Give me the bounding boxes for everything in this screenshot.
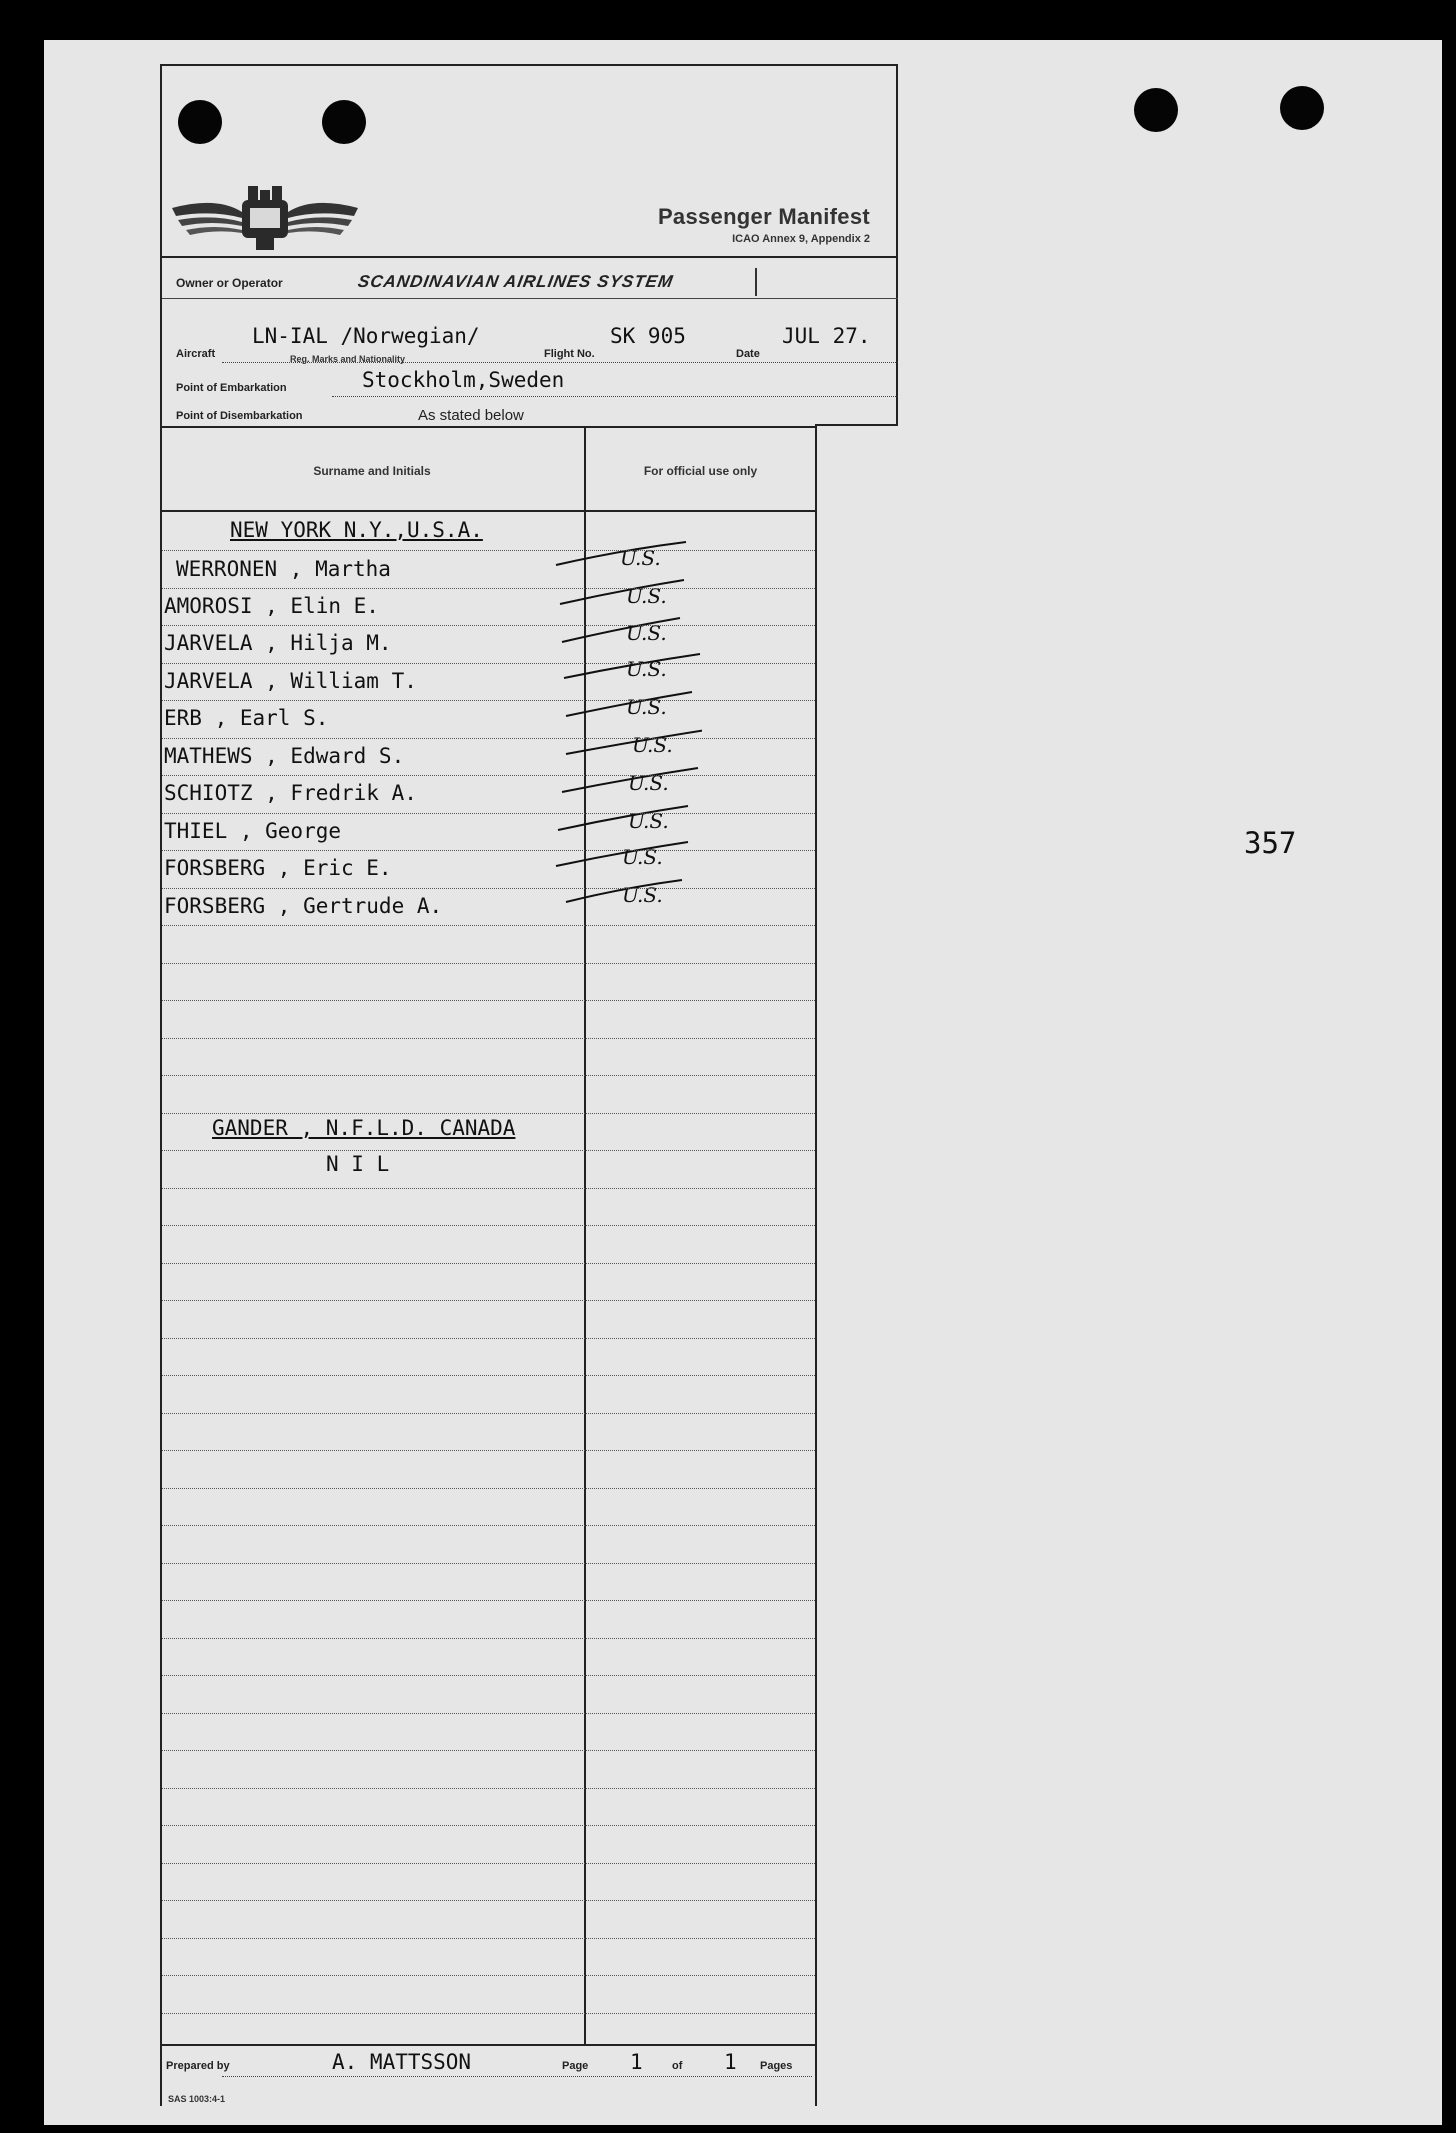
embarkation-value: Stockholm,Sweden (362, 368, 565, 392)
row-rule (162, 1825, 815, 1826)
row-rule (162, 1000, 815, 1001)
row-rule (162, 1150, 815, 1151)
reg-marks-label: Reg. Marks and Nationality (290, 354, 406, 364)
row-rule (162, 1600, 815, 1601)
embarkation-label: Point of Embarkation (176, 382, 287, 394)
row-rule (162, 1563, 815, 1564)
row-rule (162, 1750, 815, 1751)
aircraft-dotted-line (222, 362, 898, 363)
passenger-row: JARVELA , William T. (164, 669, 417, 693)
page-label: Page (562, 2060, 589, 2072)
page-stamp-number: 357 (1244, 826, 1297, 860)
mark-text: U.S. (622, 845, 663, 868)
row-rule (162, 1975, 815, 1976)
destination-heading: NEW YORK N.Y.,U.S.A. (230, 518, 483, 542)
passenger-row: JARVELA , Hilja M. (164, 631, 392, 655)
date-value: JUL 27. (782, 324, 871, 348)
airline-wings-logo (172, 178, 358, 254)
header-rule (162, 256, 898, 258)
prepared-by-label: Prepared by (166, 2060, 230, 2072)
destination-note: N I L (326, 1152, 390, 1176)
form-border-right-lower (815, 424, 817, 2106)
prepared-by-value: A. MATTSSON (332, 2050, 472, 2074)
form-border-right (896, 66, 898, 426)
row-rule (162, 775, 815, 776)
owner-rule (162, 298, 898, 299)
row-rule (162, 963, 815, 964)
row-rule (162, 1300, 815, 1301)
row-rule (162, 1038, 815, 1039)
passenger-row: MATHEWS , Edward S. (164, 744, 405, 768)
row-rule (162, 1713, 815, 1714)
row-rule (162, 1900, 815, 1901)
mark-text: U.S. (626, 621, 667, 644)
row-rule (162, 738, 815, 739)
mark-text: U.S. (620, 546, 661, 568)
row-rule (162, 1188, 815, 1189)
passenger-row: THIEL , George (164, 819, 342, 843)
passenger-row: WERRONEN , Martha (176, 557, 391, 581)
row-rule (162, 1488, 815, 1489)
footer-rule (162, 2044, 815, 2046)
flight-no-label: Flight No. (544, 348, 595, 360)
handwritten-us-mark (552, 874, 702, 904)
handwritten-us-mark (552, 614, 702, 644)
passenger-row: FORSBERG , Eric E. (164, 856, 392, 880)
passenger-row: ERB , Earl S. (164, 706, 329, 730)
passenger-row: AMOROSI , Elin E. (164, 594, 379, 618)
date-label: Date (736, 348, 760, 360)
form-title: Passenger Manifest (657, 204, 870, 229)
row-rule (162, 925, 815, 926)
operator-tick (755, 268, 757, 296)
destination-heading: GANDER , N.F.L.D. CANADA (212, 1116, 516, 1140)
row-rule (162, 1075, 815, 1076)
row-rule (162, 1113, 815, 1114)
handwritten-us-mark (552, 802, 702, 832)
aircraft-value: LN-IAL /Norwegian/ (252, 324, 480, 348)
row-rule (162, 850, 815, 851)
row-rule (162, 813, 815, 814)
row-rule (162, 625, 815, 626)
mark-text: U.S. (628, 771, 669, 794)
row-rule (162, 2013, 815, 2014)
manifest-form (160, 64, 898, 2106)
handwritten-us-mark (552, 726, 702, 756)
footer-dotted-line (222, 2076, 812, 2077)
disembarkation-label: Point of Disembarkation (176, 410, 303, 422)
pages-label: Pages (760, 2060, 793, 2072)
flight-no-value: SK 905 (610, 324, 686, 348)
passenger-row: SCHIOTZ , Fredrik A. (164, 781, 417, 805)
row-rule (162, 1675, 815, 1676)
mark-text: U.S. (626, 657, 667, 680)
mark-text: U.S. (632, 733, 673, 756)
disembarkation-value: As stated below (418, 407, 524, 424)
handwritten-us-mark (552, 576, 702, 606)
row-rule (162, 1788, 815, 1789)
row-rule (162, 1225, 815, 1226)
row-rule (162, 1263, 815, 1264)
row-rule (162, 1338, 815, 1339)
column-header-rule (162, 510, 815, 512)
row-rule (162, 1638, 815, 1639)
punch-hole (1280, 86, 1324, 130)
punch-hole (1134, 88, 1178, 132)
row-rule (162, 888, 815, 889)
of-value: 1 (724, 2050, 737, 2074)
page-value: 1 (630, 2050, 643, 2074)
surname-column-header: Surname and Initials (313, 464, 431, 478)
disembarkation-rule (162, 426, 815, 428)
mark-text: U.S. (628, 809, 669, 832)
row-rule (162, 550, 815, 551)
row-rule (162, 1525, 815, 1526)
form-code: SAS 1003:4-1 (168, 2094, 226, 2104)
handwritten-us-mark (552, 764, 702, 794)
passenger-row: FORSBERG , Gertrude A. (164, 894, 443, 918)
mark-text: U.S. (622, 883, 663, 904)
embarkation-dotted-line (332, 396, 898, 397)
aircraft-label: Aircraft (176, 348, 216, 360)
handwritten-us-mark (552, 538, 702, 568)
row-rule (162, 1938, 815, 1939)
row-rule (162, 700, 815, 701)
handwritten-us-mark (552, 838, 702, 868)
row-rule (162, 1450, 815, 1451)
mark-text: U.S. (626, 695, 667, 718)
handwritten-us-mark (552, 688, 702, 718)
mark-text: U.S. (626, 584, 667, 606)
row-rule (162, 663, 815, 664)
form-subtitle: ICAO Annex 9, Appendix 2 (732, 233, 870, 245)
operator-value: SCANDINAVIAN AIRLINES SYSTEM (356, 272, 675, 291)
official-column-header: For official use only (643, 464, 758, 478)
row-rule (162, 588, 815, 589)
form-border-step (815, 424, 898, 426)
handwritten-us-mark (552, 650, 702, 680)
row-rule (162, 1863, 815, 1864)
owner-label: Owner or Operator (176, 276, 283, 290)
of-label: of (672, 2060, 683, 2072)
row-rule (162, 1375, 815, 1376)
row-rule (162, 1413, 815, 1414)
